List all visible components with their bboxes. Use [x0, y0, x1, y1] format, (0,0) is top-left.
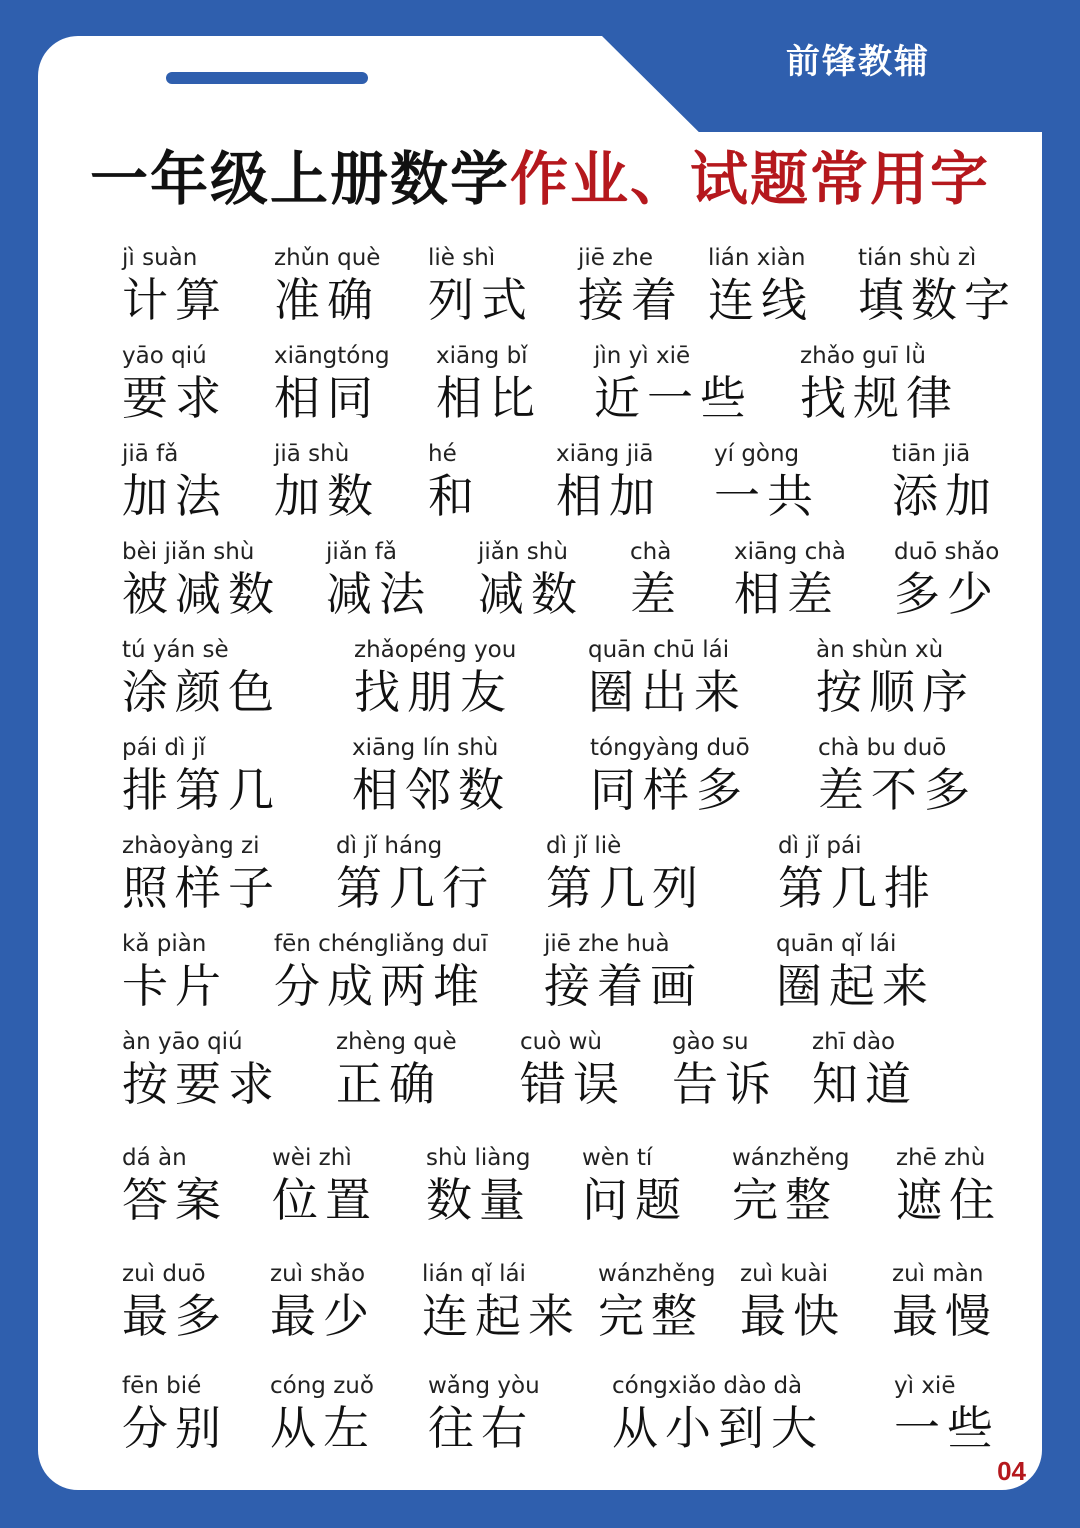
vocab-word: [594, 342, 753, 426]
vocab-row: [0, 538, 1080, 634]
vocab-row: [0, 244, 1080, 340]
hanzi-word: 错误: [520, 1057, 626, 1111]
vocab-word: [812, 1028, 918, 1112]
pinyin-label: àn yāo qiú: [122, 1029, 243, 1055]
pinyin-label: xiāng jiā: [556, 441, 654, 467]
vocab-word: [894, 538, 1000, 622]
vocab-row: [0, 930, 1080, 1026]
hanzi-word: 第几列: [546, 861, 705, 915]
hanzi-word: 分成两堆: [274, 959, 486, 1013]
page-number: 04: [997, 1456, 1026, 1486]
hanzi-word: 加法: [122, 469, 228, 523]
vocab-word: [578, 244, 684, 328]
vocab-word: [556, 440, 662, 524]
pinyin-label: yì xiē: [894, 1373, 956, 1399]
vocab-row: [0, 832, 1080, 928]
hanzi-word: 从左: [270, 1401, 376, 1455]
pinyin-label: hé: [428, 441, 457, 467]
hanzi-word: 连线: [708, 273, 814, 327]
pinyin-label: dì jǐ háng: [336, 833, 443, 859]
vocab-row: [0, 636, 1080, 732]
vocab-row: [0, 1260, 1080, 1356]
hanzi-word: 要求: [122, 371, 228, 425]
pinyin-label: zuì màn: [892, 1261, 984, 1287]
hanzi-word: 最少: [270, 1289, 376, 1343]
pinyin-label: wèi zhì: [272, 1145, 352, 1171]
pinyin-label: yāo qiú: [122, 343, 207, 369]
vocab-row: [0, 342, 1080, 438]
vocab-word: [426, 1144, 532, 1228]
vocab-word: [428, 1372, 540, 1456]
vocab-word: [270, 1260, 376, 1344]
vocab-word: [858, 244, 1017, 328]
pinyin-label: cóng zuǒ: [270, 1373, 374, 1399]
pinyin-label: zuì shǎo: [270, 1261, 366, 1287]
pinyin-label: jiā shù: [274, 441, 350, 467]
vocab-word: [478, 538, 584, 622]
vocab-word: [590, 734, 750, 818]
hanzi-word: 数量: [426, 1173, 532, 1227]
pinyin-label: kǎ piàn: [122, 931, 207, 957]
vocab-word: [354, 636, 516, 720]
hanzi-word: 相邻数: [352, 763, 511, 817]
pinyin-label: jìn yì xiē: [594, 343, 691, 369]
vocab-word: [122, 832, 281, 916]
pinyin-label: xiāng lín shù: [352, 735, 499, 761]
vocab-word: [274, 440, 380, 524]
hanzi-word: 分别: [122, 1401, 228, 1455]
vocab-word: [274, 930, 488, 1014]
hanzi-word: 减法: [326, 567, 432, 621]
hanzi-word: 圈起来: [776, 959, 935, 1013]
vocab-row: [0, 1144, 1080, 1240]
pinyin-label: shù liàng: [426, 1145, 531, 1171]
vocab-word: [800, 342, 959, 426]
pinyin-label: wánzhěng: [598, 1261, 716, 1287]
pinyin-label: zuì kuài: [740, 1261, 829, 1287]
pinyin-label: zhǔn què: [274, 245, 381, 271]
pinyin-label: lián xiàn: [708, 245, 806, 271]
vocab-word: [896, 1144, 1002, 1228]
vocab-word: [732, 1144, 849, 1228]
title-part-red: 作业、试题常用字: [510, 145, 991, 213]
hanzi-word: 完整: [598, 1289, 704, 1343]
vocab-word: [122, 538, 281, 622]
pinyin-label: àn shùn xù: [816, 637, 944, 663]
vocab-word: [740, 1260, 846, 1344]
hanzi-word: 计算: [122, 273, 228, 327]
vocab-word: [274, 244, 380, 328]
hanzi-word: 同样多: [590, 763, 749, 817]
pinyin-label: cóngxiǎo dào dà: [612, 1373, 803, 1399]
vocab-word: [892, 440, 998, 524]
hanzi-word: 第几排: [778, 861, 937, 915]
pinyin-label: wèn tí: [582, 1145, 653, 1171]
vocab-word: [122, 440, 228, 524]
vocab-word: [598, 1260, 715, 1344]
vocab-word: [708, 244, 814, 328]
pinyin-label: duō shǎo: [894, 539, 1000, 565]
vocab-word: [422, 1260, 581, 1344]
pinyin-label: zuì duō: [122, 1261, 206, 1287]
pinyin-label: zhǎo guī lǜ: [800, 343, 926, 369]
hanzi-word: 完整: [732, 1173, 838, 1227]
pinyin-label: tiān jiā: [892, 441, 971, 467]
vocab-word: [274, 342, 390, 426]
vocab-word: [582, 1144, 688, 1228]
hanzi-word: 差不多: [818, 763, 977, 817]
pinyin-label: jiǎn shù: [478, 539, 568, 565]
vocab-word: [122, 734, 281, 818]
vocab-word: [892, 1260, 998, 1344]
hanzi-word: 找规律: [800, 371, 959, 425]
vocab-word: [122, 930, 228, 1014]
vocab-word: [122, 1260, 228, 1344]
hanzi-word: 照样子: [122, 861, 281, 915]
hanzi-word: 最多: [122, 1289, 228, 1343]
hanzi-word: 最慢: [892, 1289, 998, 1343]
vocab-row: [0, 1028, 1080, 1124]
pinyin-label: tián shù zì: [858, 245, 977, 271]
pinyin-label: zhǎopéng you: [354, 637, 517, 663]
vocab-word: [544, 930, 703, 1014]
vocab-word: [714, 440, 820, 524]
pinyin-label: jiē zhe huà: [544, 931, 670, 957]
hanzi-word: 按要求: [122, 1057, 281, 1111]
hanzi-word: 相差: [734, 567, 840, 621]
hanzi-word: 相比: [436, 371, 542, 425]
vocab-word: [428, 244, 534, 328]
hanzi-word: 按顺序: [816, 665, 975, 719]
vocab-row: [0, 734, 1080, 830]
decorative-bar: [166, 72, 368, 84]
vocab-word: [270, 1372, 376, 1456]
vocab-word: [122, 636, 281, 720]
pinyin-label: tú yán sè: [122, 637, 229, 663]
pinyin-label: xiāngtóng: [274, 343, 390, 369]
pinyin-label: chà bu duō: [818, 735, 947, 761]
hanzi-word: 答案: [122, 1173, 228, 1227]
hanzi-word: 位置: [272, 1173, 378, 1227]
hanzi-word: 连起来: [422, 1289, 581, 1343]
hanzi-word: 涂颜色: [122, 665, 281, 719]
hanzi-word: 圈出来: [588, 665, 747, 719]
vocab-word: [122, 244, 228, 328]
hanzi-word: 填数字: [858, 273, 1017, 327]
vocab-word: [588, 636, 747, 720]
hanzi-word: 被减数: [122, 567, 281, 621]
vocab-word: [122, 1028, 281, 1112]
pinyin-label: gào su: [672, 1029, 749, 1055]
vocab-word: [272, 1144, 378, 1228]
hanzi-word: 最快: [740, 1289, 846, 1343]
pinyin-label: dì jǐ liè: [546, 833, 622, 859]
pinyin-label: quān chū lái: [588, 637, 730, 663]
pinyin-label: tóngyàng duō: [590, 735, 750, 761]
pinyin-label: cuò wù: [520, 1029, 602, 1055]
hanzi-word: 准确: [274, 273, 380, 327]
pinyin-label: jiē zhe: [578, 245, 654, 271]
pinyin-label: zhèng què: [336, 1029, 457, 1055]
brand-label: 前锋教辅: [786, 42, 930, 82]
hanzi-word: 差: [630, 567, 683, 621]
hanzi-word: 遮住: [896, 1173, 1002, 1227]
hanzi-word: 接着: [578, 273, 684, 327]
title-part-black: 一年级上册数学: [89, 145, 510, 213]
vocab-word: [778, 832, 937, 916]
hanzi-word: 添加: [892, 469, 998, 523]
pinyin-label: jiǎn fǎ: [326, 539, 397, 565]
pinyin-label: jì suàn: [122, 245, 198, 271]
hanzi-word: 和: [428, 469, 481, 523]
hanzi-word: 告诉: [672, 1057, 778, 1111]
vocab-word: [894, 1372, 1000, 1456]
hanzi-word: 接着画: [544, 959, 703, 1013]
pinyin-label: liè shì: [428, 245, 496, 271]
hanzi-word: 一些: [894, 1401, 1000, 1455]
hanzi-word: 知道: [812, 1057, 918, 1111]
pinyin-label: xiāng chà: [734, 539, 846, 565]
hanzi-word: 第几行: [336, 861, 495, 915]
hanzi-word: 正确: [336, 1057, 442, 1111]
vocab-word: [336, 1028, 457, 1112]
vocab-row: [0, 1372, 1080, 1468]
hanzi-word: 卡片: [122, 959, 228, 1013]
hanzi-word: 减数: [478, 567, 584, 621]
vocab-word: [122, 342, 228, 426]
pinyin-label: dá àn: [122, 1145, 187, 1171]
pinyin-label: wánzhěng: [732, 1145, 850, 1171]
vocab-word: [818, 734, 977, 818]
vocab-word: [816, 636, 975, 720]
pinyin-label: jiā fǎ: [122, 441, 179, 467]
pinyin-label: yí gòng: [714, 441, 800, 467]
vocab-word: [546, 832, 705, 916]
hanzi-word: 相加: [556, 469, 662, 523]
pinyin-label: zhē zhù: [896, 1145, 986, 1171]
vocab-word: [428, 440, 481, 524]
vocab-word: [734, 538, 846, 622]
hanzi-word: 加数: [274, 469, 380, 523]
vocab-word: [612, 1372, 824, 1456]
hanzi-word: 一共: [714, 469, 820, 523]
pinyin-label: bèi jiǎn shù: [122, 539, 255, 565]
hanzi-word: 问题: [582, 1173, 688, 1227]
pinyin-label: wǎng yòu: [428, 1373, 540, 1399]
pinyin-label: fēn bié: [122, 1373, 202, 1399]
hanzi-word: 往右: [428, 1401, 534, 1455]
vocab-word: [520, 1028, 626, 1112]
vocab-word: [326, 538, 432, 622]
vocab-word: [672, 1028, 778, 1112]
pinyin-label: zhàoyàng zi: [122, 833, 260, 859]
hanzi-word: 排第几: [122, 763, 281, 817]
vocab-word: [630, 538, 683, 622]
pinyin-label: lián qǐ lái: [422, 1261, 526, 1287]
hanzi-word: 多少: [894, 567, 1000, 621]
hanzi-word: 列式: [428, 273, 534, 327]
vocab-word: [336, 832, 495, 916]
vocab-word: [122, 1144, 228, 1228]
vocab-row: [0, 440, 1080, 536]
vocab-word: [122, 1372, 228, 1456]
hanzi-word: 近一些: [594, 371, 753, 425]
pinyin-label: pái dì jǐ: [122, 735, 206, 761]
hanzi-word: 找朋友: [354, 665, 513, 719]
vocab-word: [436, 342, 542, 426]
vocab-word: [352, 734, 511, 818]
page-title: [0, 132, 1080, 216]
pinyin-label: zhī dào: [812, 1029, 896, 1055]
pinyin-label: quān qǐ lái: [776, 931, 897, 957]
pinyin-label: chà: [630, 539, 672, 565]
pinyin-label: dì jǐ pái: [778, 833, 862, 859]
vocab-word: [776, 930, 935, 1014]
pinyin-label: xiāng bǐ: [436, 343, 528, 369]
hanzi-word: 相同: [274, 371, 380, 425]
hanzi-word: 从小到大: [612, 1401, 824, 1455]
pinyin-label: fēn chéngliǎng duī: [274, 931, 488, 957]
